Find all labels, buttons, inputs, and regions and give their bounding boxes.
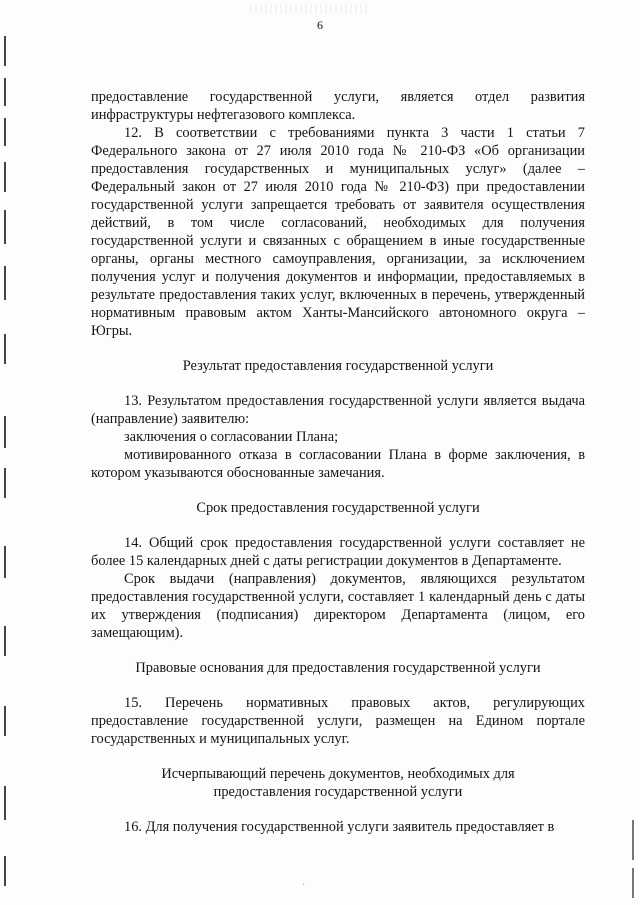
scan-edge-mark [632, 820, 634, 860]
section-heading-documents: Исчерпывающий перечень документов, необходимых для [161, 766, 515, 782]
section-heading-legal-basis: Правовые основания для предоставления государственной услуги [135, 660, 541, 676]
paragraph-16: 16. Для получения государственной услуги заявитель предоставляет в [124, 819, 555, 835]
paragraph-12: 12. В соответствии с требованиями пункта 3 части 1 статьи 7 Федерального закона от 27 июля 2010 года № 210-ФЗ «Об организации предоставления государственных и муниципальных услуг» (далее – Федеральный закон от 27 июля 2010 года № 210-ФЗ) при предоставлении государственной услуги запрещается требовать от заявителя осуществления действий, в том числе согласований, необходимых для получения государственной услуги и связанных с обращением в иные государственные органы, органы местного самоуправления, организации, за исключением получения услуг и получения документов и информации, предоставляемых в результате предоставления таких услуг, включенных в перечень, утвержденный нормативным правовым актом Ханты-Мансийского автономного округа – Югры. [91, 125, 585, 339]
paragraph: предоставление государственной услуги, является отдел развития инфраструктуры нефтегазового комплекса. [91, 89, 585, 123]
document-body [91, 88, 585, 836]
scan-artifact: · [302, 880, 306, 891]
paragraph: Срок выдачи (направления) документов, являющихся результатом предоставления государственной услуги, составляет 1 календарный день с даты их утверждения (подписания) директором Департамента (лицом, его замещающим). [91, 571, 585, 641]
paragraph-14: 14. Общий срок предоставления государственной услуги составляет не более 15 календарных дней с даты регистрации документов в Департаменте. [91, 535, 585, 569]
paragraph-15: 15. Перечень нормативных правовых актов, регулирующих предоставление государственной услуги, размещен на Едином портале государственных и муниципальных услуг. [91, 695, 585, 747]
section-heading-documents-line2: предоставления государственной услуги [213, 784, 463, 800]
scan-edge-mark [632, 868, 634, 898]
binding-marks [4, 16, 7, 896]
paragraph-13: 13. Результатом предоставления государственной услуги является выдача (направление) заявителю: [91, 393, 585, 427]
page-number: 6 [317, 18, 323, 32]
scan-artifact [250, 4, 370, 14]
paragraph-list-item: мотивированного отказа в согласовании Плана в форме заключения, в котором указываются обоснованные замечания. [91, 447, 585, 481]
section-heading-term: Срок предоставления государственной услуги [196, 500, 480, 516]
section-heading-result: Результат предоставления государственной услуги [182, 358, 494, 374]
paragraph-list-item: заключения о согласовании Плана; [124, 429, 339, 445]
